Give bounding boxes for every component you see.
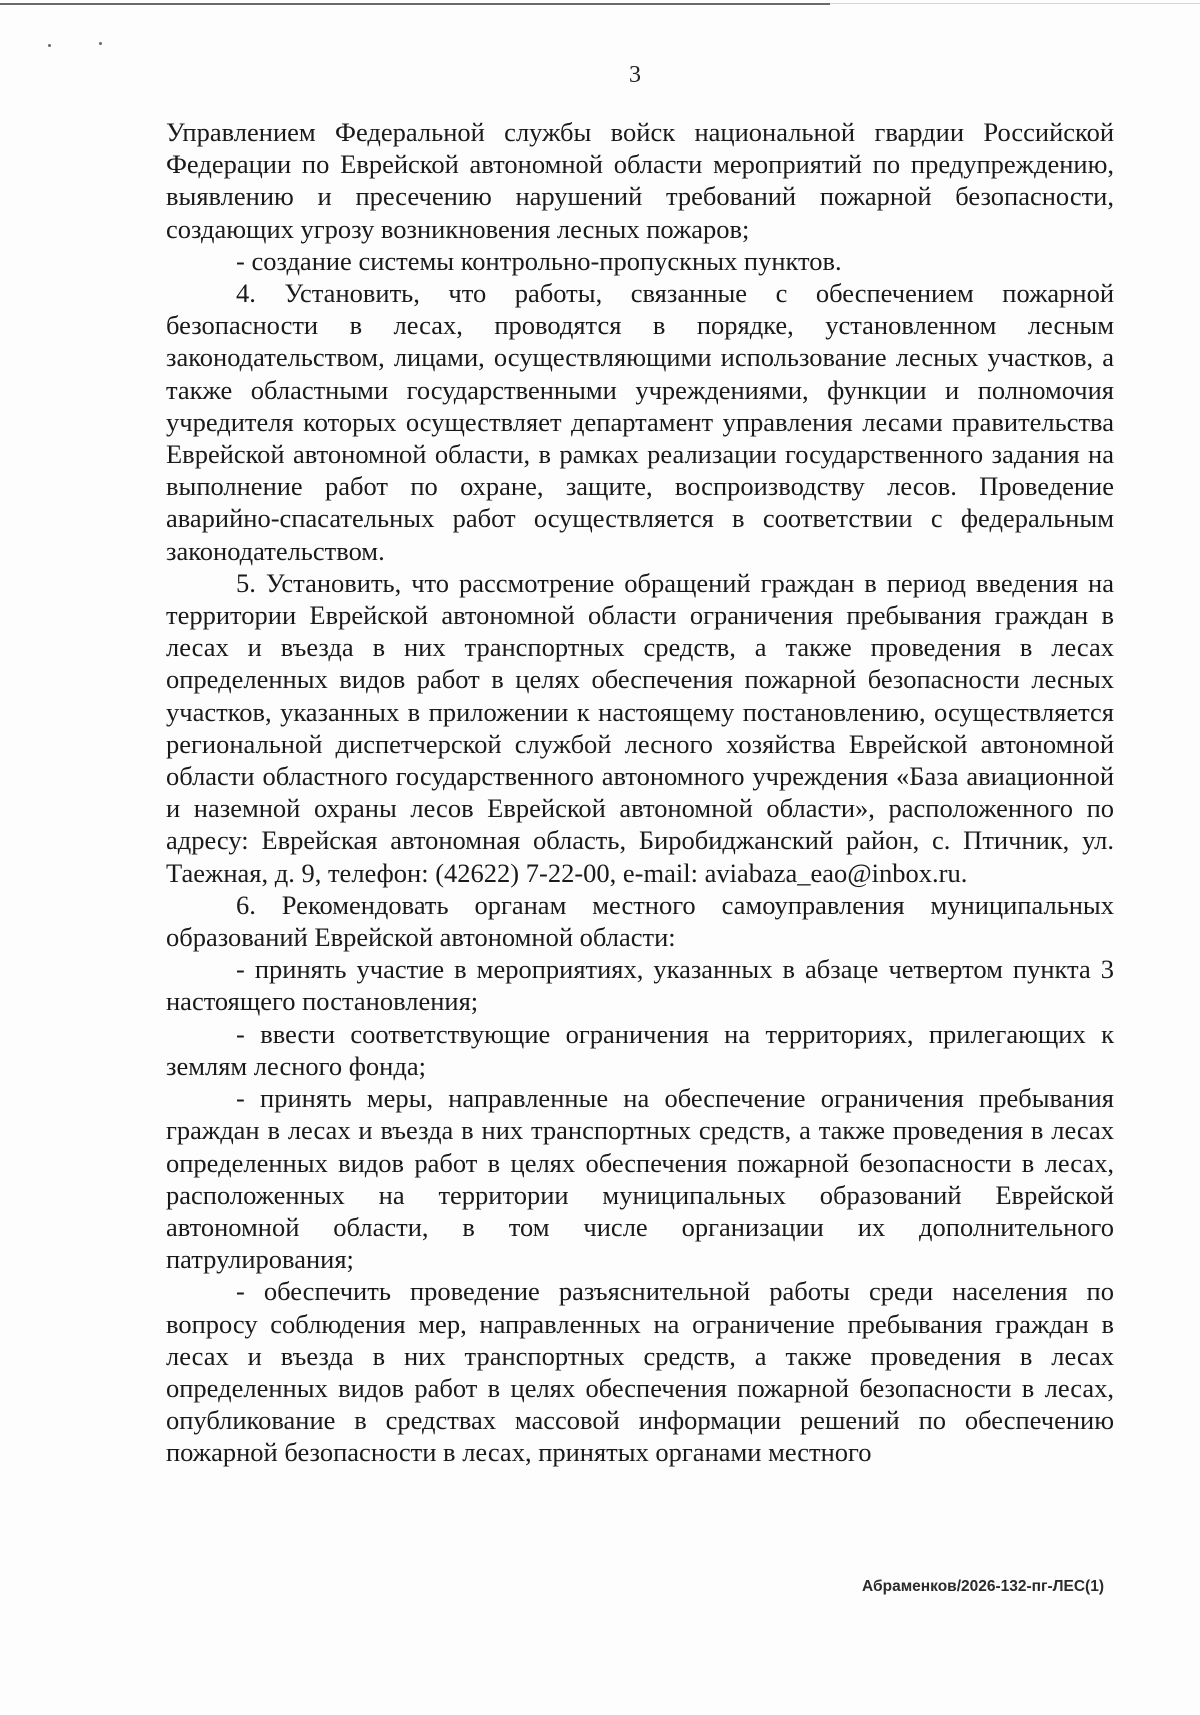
list-item-participate: - принять участие в мероприятиях, указанных в абзаце четвертом пункта 3 настоящего постановления; — [166, 954, 1114, 1017]
paragraph-item-6: 6. Рекомендовать органам местного самоуправления муниципальных образований Еврейской автономной области: — [166, 889, 1114, 953]
document-body — [166, 116, 1114, 1469]
paragraph-item-4: 4. Установить, что работы, связанные с обеспечением пожарной безопасности в лесах, проводятся в порядке, установленном лесным законодательством, лицами, осуществляющими использование лесных участков, а также областными государственными учреждениями, функции и полномочия учредителя которых осуществляет департамент управления лесами правительства Еврейской автономной области, в рамках реализации государственного задания на выполнение работ по охране, защите, воспроизводству лесов. Проведение аварийно-спасательных работ осуществляется в соответствии с федеральным законодательством. — [166, 278, 1114, 566]
list-item-checkpoints: - создание системы контрольно-пропускных пунктов. — [236, 245, 842, 276]
scan-speck — [99, 42, 102, 45]
paragraph-item-5: 5. Установить, что рассмотрение обращений граждан в период введения на территории Еврейской автономной области ограничения пребывания граждан в лесах и въезда в них транспортных средств, а также проведения в лесах определенных видов работ в целях обеспечения пожарной безопасности лесных участков, указанных в приложении к настоящему постановлению, осуществляется региональной диспетчерской службой лесного хозяйства Еврейской автономной области областного государственного автономного учреждения «База авиационной и наземной охраны лесов Еврейской автономной области», расположенного по адресу: Еврейская автономная область, Биробиджанский район, с. Птичник, ул. Таежная, д. 9, телефон: (42622) 7-22-00, e-mail: aviabaza_eao@inbox.ru. — [166, 567, 1114, 888]
scan-top-edge-line-faint — [830, 3, 1200, 4]
paragraph-continuation: Управлением Федеральной службы войск национальной гвардии Российской Федерации по Еврейской автономной области мероприятий по предупреждению, выявлению и пресечению нарушений требований пожарной безопасности, создающих угрозу возникновения лесных пожаров; — [166, 117, 1114, 244]
document-code: Абраменков/2026-132-пг-ЛЕС(1) — [862, 1578, 1104, 1595]
list-item-restrictions: - ввести соответствующие ограничения на территориях, прилегающих к землям лесного фонда; — [166, 1018, 1114, 1081]
list-item-outreach: - обеспечить проведение разъяснительной работы среди населения по вопросу соблюдения мер, направленных на ограничение пребывания граждан в лесах и въезда в них транспортных средств, а также проведения в лесах определенных видов работ в целях обеспечения пожарной безопасности в лесах, опубликование в средствах массовой информации решений по обеспечению пожарной безопасности в лесах, принятых органами местного — [166, 1276, 1114, 1468]
scan-speck — [48, 44, 51, 47]
scan-top-edge-line — [0, 3, 830, 5]
page-number: 3 — [629, 62, 641, 88]
list-item-measures: - принять меры, направленные на обеспечение ограничения пребывания граждан в лесах и въезда в них транспортных средств, а также проведения в лесах определенных видов работ в целях обеспечения пожарной безопасности в лесах, расположенных на территории муниципальных образований Еврейской автономной области, в том числе организации их дополнительного патрулирования; — [166, 1083, 1114, 1275]
